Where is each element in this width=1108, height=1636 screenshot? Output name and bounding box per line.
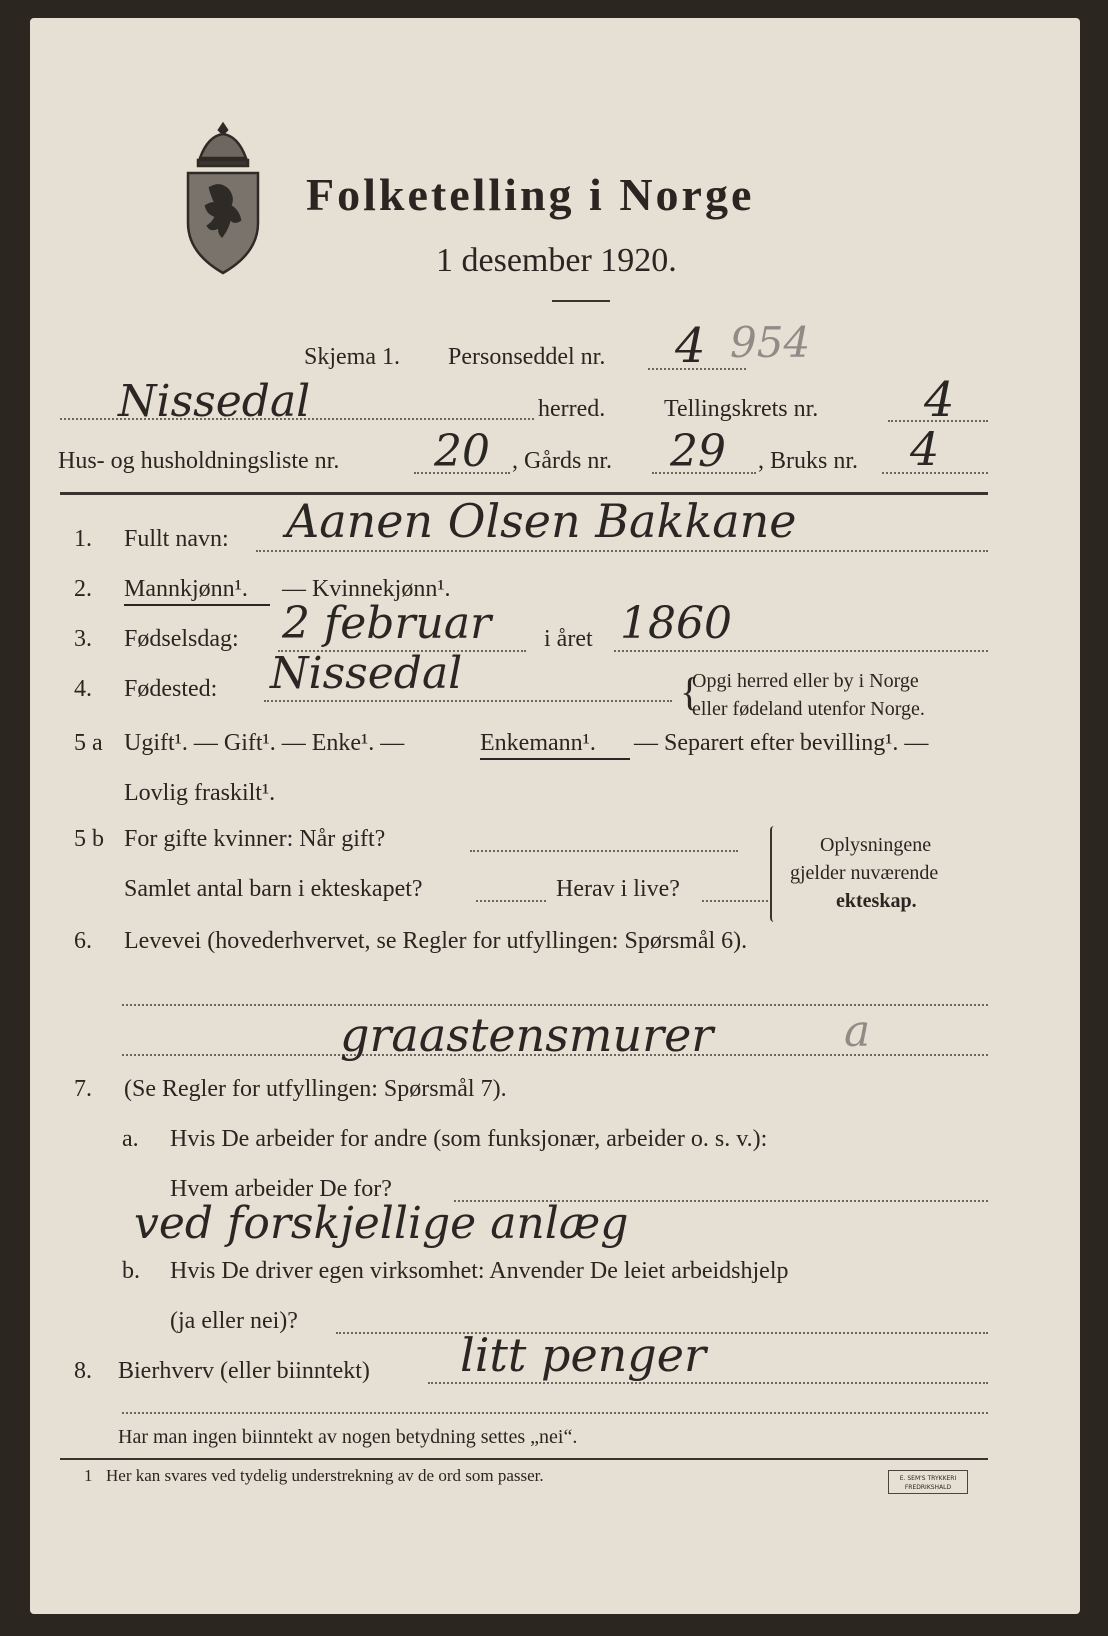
children-total-field[interactable] (476, 900, 546, 902)
full-name-value: Aanen Olsen Bakkane (286, 494, 797, 548)
occupation-label: Levevei (hovederhvervet, se Regler for utfyllingen: Spørsmål 6). (124, 928, 748, 954)
q5b-note-line3: ekteskap. (836, 890, 917, 912)
marital-options-rest[interactable]: — Separert efter bevilling¹. — (634, 730, 929, 756)
husholdningsliste-label: Hus- og husholdningsliste nr. (58, 448, 340, 474)
children-alive-label: Herav i live? (556, 876, 680, 902)
marital-widower-option[interactable]: Enkemann¹. (480, 730, 596, 756)
q5b-brace (770, 826, 778, 922)
full-name-field[interactable] (256, 550, 988, 552)
personseddel-pencil-note: 954 (730, 318, 811, 367)
q8-number: 8. (74, 1358, 92, 1384)
side-income-field[interactable] (428, 1382, 988, 1384)
side-income-value: litt penger (460, 1328, 706, 1382)
no-income-note: Har man ingen biinntekt av nogen betydning settes „nei“. (118, 1426, 578, 1448)
q7-number: 7. (74, 1076, 92, 1102)
herred-label: herred. (538, 396, 606, 422)
year-label: i året (544, 626, 593, 652)
q7b-number: b. (122, 1258, 140, 1284)
widower-underline-mark (480, 758, 630, 760)
q7b-line1: Hvis De driver egen virksomhet: Anvender De leiet arbeidshjelp (170, 1258, 789, 1284)
birthday-value: 2 februar (282, 598, 492, 649)
q4-note-line2: eller fødeland utenfor Norge. (692, 698, 925, 720)
bruks-label: , Bruks nr. (758, 448, 859, 474)
census-form-sheet (30, 18, 1080, 1614)
birth-year-value: 1860 (620, 598, 732, 649)
gards-value: 29 (670, 426, 726, 477)
brace-icon: { (680, 669, 700, 714)
marital-divorced-option[interactable]: Lovlig fraskilt¹. (124, 780, 276, 806)
tellingskrets-label: Tellingskrets nr. (664, 396, 819, 422)
married-when-field[interactable] (470, 850, 738, 852)
footnote-mark: 1 (84, 1466, 93, 1485)
q5a-number: 5 a (74, 730, 103, 756)
footer-divider (60, 1458, 988, 1460)
q5b-married-when-label: For gifte kvinner: Når gift? (124, 826, 386, 852)
header-divider (552, 300, 610, 302)
occupation-pencil-note: a (844, 1006, 871, 1057)
form-title: Folketelling i Norge (306, 169, 755, 220)
herred-value: Nissedal (118, 376, 311, 427)
footnote-text: Her kan svares ved tydelig understrekning av de ord som passer. (106, 1466, 544, 1485)
printer-stamp (888, 1470, 968, 1494)
printer-line2: FREDRIKSHALD (904, 1484, 952, 1491)
q7-label: (Se Regler for utfyllingen: Spørsmål 7). (124, 1076, 507, 1102)
q4-number: 4. (74, 676, 92, 702)
gender-female-option[interactable]: Kvinnekjønn¹. (312, 576, 451, 602)
q4-label: Fødested: (124, 676, 218, 702)
census-date: 1 desember 1920. (436, 242, 677, 279)
birth-year-field[interactable] (614, 650, 988, 652)
employer-label: Hvem arbeider De for? (170, 1176, 392, 1202)
q7a-line1: Hvis De arbeider for andre (som funksjonær, arbeider o. s. v.): (170, 1126, 768, 1152)
q6-number: 6. (74, 928, 92, 954)
q2-number: 2. (74, 576, 92, 602)
schema-label: Skjema 1. (304, 344, 400, 370)
q1-label: Fullt navn: (124, 526, 229, 552)
children-total-label: Samlet antal barn i ekteskapet? (124, 876, 423, 902)
children-alive-field[interactable] (702, 900, 768, 902)
q5b-note-line2: gjelder nuværende (790, 862, 939, 884)
printer-line1: E. SEM'S TRYKKERI (899, 1475, 957, 1482)
gender-male-option[interactable]: Mannkjønn¹. (124, 576, 248, 602)
employer-value: ved forskjellige anlæg (134, 1198, 629, 1249)
q5b-note-line1: Oplysningene (820, 834, 932, 856)
side-income-field-line2[interactable] (122, 1412, 988, 1414)
q4-note-line1: Opgi herred eller by i Norge (692, 670, 919, 692)
marital-options[interactable]: Ugift¹. — Gift¹. — Enke¹. — (124, 730, 405, 756)
personseddel-value: 4 (675, 318, 706, 374)
q1-number: 1. (74, 526, 92, 552)
birthplace-value: Nissedal (270, 648, 463, 699)
q3-label: Fødselsdag: (124, 626, 239, 652)
husholdningsliste-value: 20 (434, 426, 490, 477)
gender-separator: — (282, 576, 306, 602)
bruks-value: 4 (910, 422, 940, 476)
q7a-number: a. (122, 1126, 139, 1152)
birthplace-field[interactable] (264, 700, 672, 702)
personseddel-label: Personseddel nr. (448, 344, 606, 370)
male-underline-mark (124, 604, 270, 606)
occupation-value: graastensmurer (340, 1008, 714, 1062)
gards-label: , Gårds nr. (512, 448, 612, 474)
q3-number: 3. (74, 626, 92, 652)
q5b-number: 5 b (74, 826, 104, 852)
side-income-label: Bierhverv (eller biinntekt) (118, 1358, 370, 1384)
hired-help-label: (ja eller nei)? (170, 1308, 298, 1334)
norwegian-coat-of-arms-icon (178, 118, 268, 278)
tellingskrets-value: 4 (924, 372, 955, 428)
